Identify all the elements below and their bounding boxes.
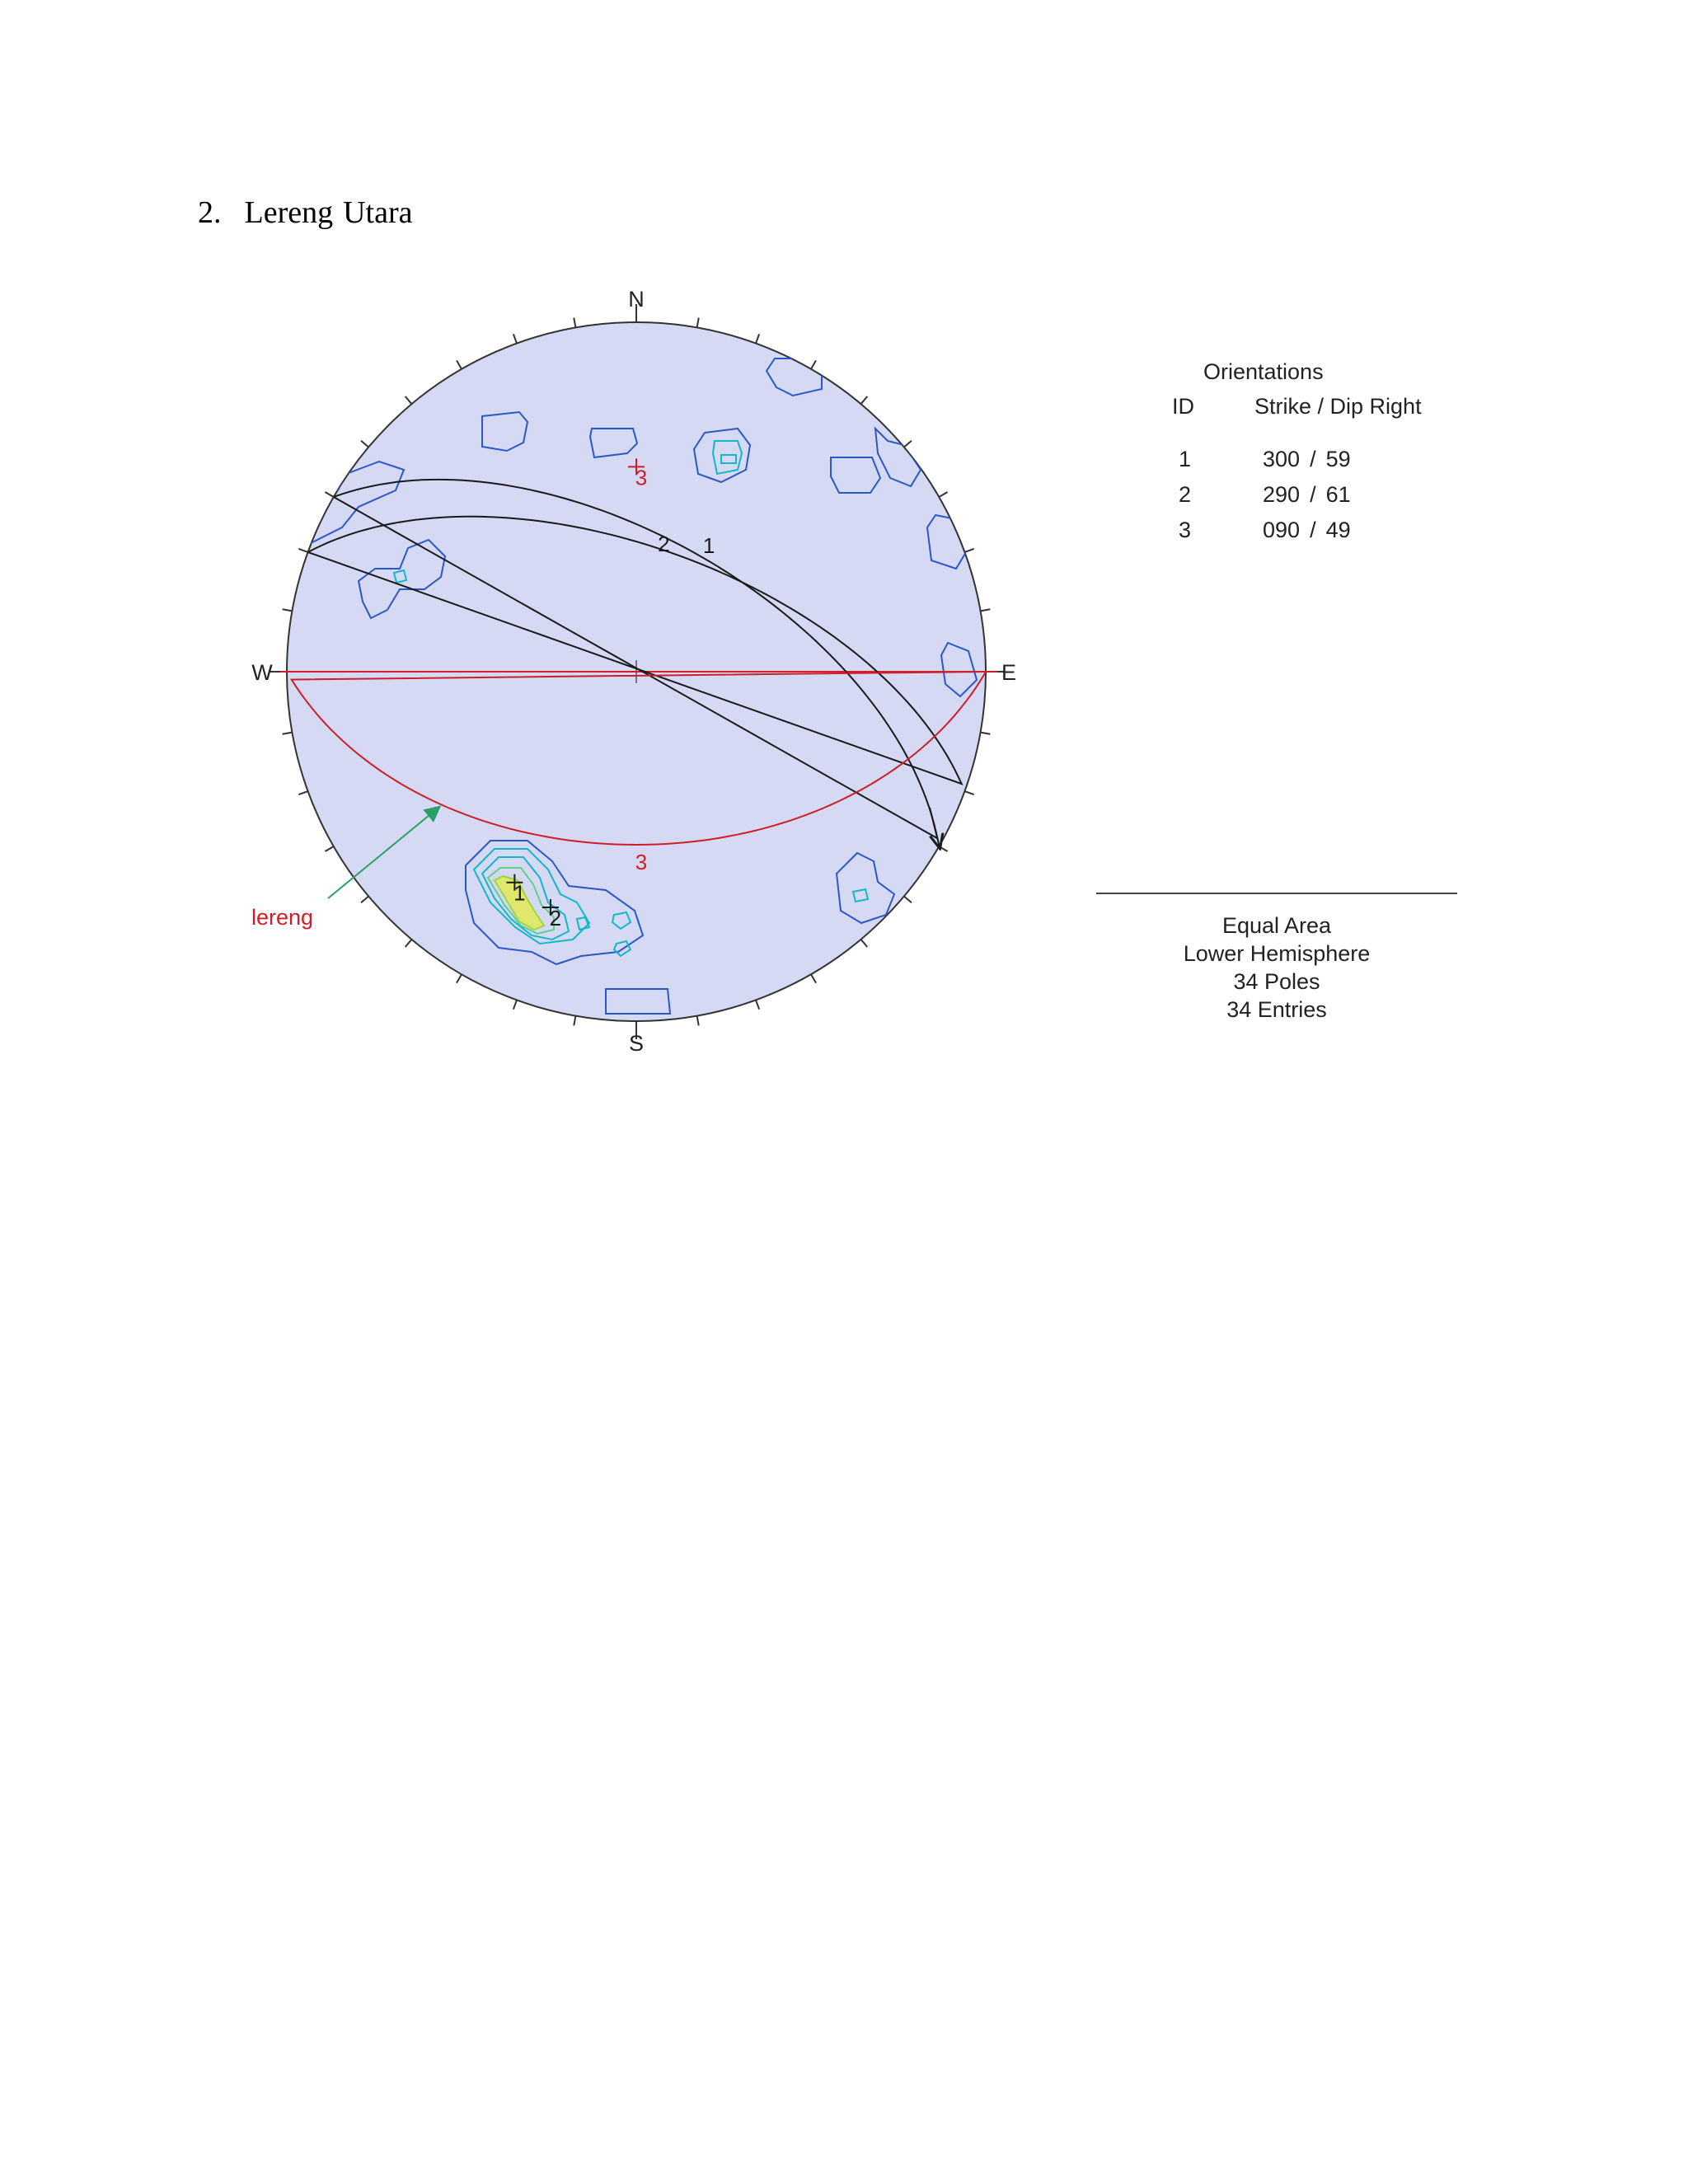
azimuth-tick [283, 609, 293, 611]
legend-col-id: ID [1172, 394, 1194, 419]
great-circle-label-3: 3 [635, 849, 648, 874]
azimuth-tick [756, 1000, 759, 1009]
pole-label-1: 1 [513, 880, 526, 906]
pole-count: 34 Poles [1233, 969, 1320, 994]
azimuth-tick [513, 1000, 517, 1009]
legend-row: 1 300 / 59 [1179, 447, 1351, 471]
azimuth-tick [574, 318, 575, 328]
legend-title: Orientations [1203, 359, 1324, 384]
slope-label: lereng [251, 905, 314, 930]
azimuth-tick [325, 492, 333, 497]
compass-north: N [628, 287, 645, 312]
azimuth-tick [964, 791, 973, 794]
azimuth-tick [361, 897, 368, 903]
heading-word-2: Utara [343, 195, 413, 230]
azimuth-tick [904, 897, 912, 903]
azimuth-tick [298, 791, 307, 794]
azimuth-tick [811, 974, 816, 982]
compass-east: E [1001, 660, 1017, 685]
azimuth-tick [325, 846, 333, 851]
projection-type: Equal Area [1221, 913, 1332, 938]
azimuth-tick [939, 846, 947, 851]
azimuth-tick [756, 334, 759, 343]
azimuth-tick [697, 1016, 699, 1026]
azimuth-tick [457, 974, 462, 982]
legend-divider [1096, 893, 1457, 894]
azimuth-tick [964, 549, 973, 552]
hemisphere: Lower Hemisphere [1183, 941, 1371, 966]
pole-label-3: 3 [635, 465, 648, 490]
azimuth-tick [861, 396, 868, 404]
projection-info [1096, 912, 1457, 1024]
azimuth-tick [457, 360, 462, 368]
legend-row: 2 290 / 61 [1179, 482, 1351, 507]
section-number: 2. [198, 195, 222, 230]
entry-count: 34 Entries [1226, 997, 1327, 1022]
azimuth-tick [283, 733, 293, 734]
azimuth-tick [811, 360, 816, 368]
azimuth-tick [939, 492, 947, 497]
azimuth-tick [861, 940, 868, 947]
azimuth-tick [513, 334, 517, 343]
azimuth-tick [981, 733, 991, 734]
azimuth-tick [574, 1016, 575, 1026]
heading-word-1: Lereng [244, 195, 334, 230]
great-circle-label-1: 1 [702, 533, 715, 559]
azimuth-tick [904, 441, 912, 448]
legend-row: 3 090 / 49 [1179, 518, 1351, 542]
legend-col-strike-dip: Strike / Dip Right [1254, 394, 1422, 419]
legend-rows [1179, 447, 1351, 553]
azimuth-tick [298, 549, 307, 552]
compass-west: W [251, 660, 273, 685]
azimuth-tick [981, 609, 991, 611]
azimuth-tick [361, 441, 368, 448]
azimuth-tick [406, 396, 412, 404]
great-circle-label-2: 2 [658, 531, 670, 556]
azimuth-tick [406, 940, 412, 947]
pole-label-2: 2 [549, 905, 562, 930]
azimuth-tick [697, 318, 699, 328]
compass-south: S [628, 1031, 645, 1056]
